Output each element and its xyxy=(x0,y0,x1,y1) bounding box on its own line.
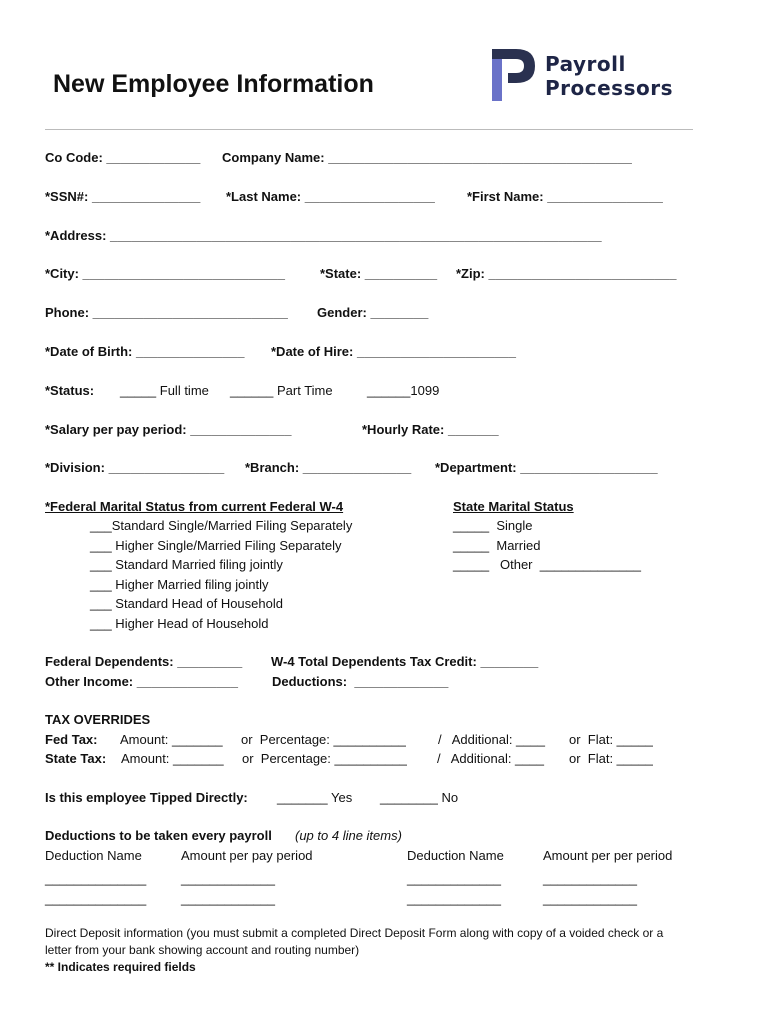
state-tax-additional[interactable]: / Additional: ____ xyxy=(437,751,544,766)
fed-tax-label: Fed Tax: xyxy=(45,732,98,747)
deduction-blank[interactable]: ______________ xyxy=(45,871,147,886)
state-tax-label: State Tax: xyxy=(45,751,107,766)
phone-field[interactable]: Phone: ___________________________ xyxy=(45,305,288,320)
department-field[interactable]: *Department: ___________________ xyxy=(435,460,658,475)
division-field[interactable]: *Division: ________________ xyxy=(45,460,225,475)
tipped-yes[interactable]: _______ Yes xyxy=(277,790,353,805)
tax-overrides-heading: TAX OVERRIDES xyxy=(45,712,151,727)
tipped-no[interactable]: ________ No xyxy=(380,790,459,805)
federal-option[interactable]: ___ Higher Head of Household xyxy=(90,616,269,631)
status-label: *Status: xyxy=(45,383,95,398)
state-marital-heading: State Marital Status xyxy=(453,499,574,514)
fed-tax-flat[interactable]: or Flat: _____ xyxy=(569,732,653,747)
state-option-married[interactable]: _____ Married xyxy=(453,538,541,553)
state-tax-percentage[interactable]: or Percentage: __________ xyxy=(242,751,407,766)
address-field[interactable]: *Address: ____________________________________________________________________ xyxy=(45,228,602,243)
fed-tax-additional[interactable]: / Additional: ____ xyxy=(438,732,545,747)
deduction-name-header: Deduction Name xyxy=(45,848,142,863)
required-fields-note: ** Indicates required fields xyxy=(45,960,196,974)
state-option-single[interactable]: _____ Single xyxy=(453,518,533,533)
state-tax-amount[interactable]: Amount: _______ xyxy=(121,751,224,766)
federal-dependents-field[interactable]: Federal Dependents: _________ xyxy=(45,654,243,669)
fed-tax-amount[interactable]: Amount: _______ xyxy=(120,732,223,747)
salary-field[interactable]: *Salary per pay period: ______________ xyxy=(45,422,292,437)
status-part-time[interactable]: ______ Part Time xyxy=(230,383,333,398)
zip-field[interactable]: *Zip: __________________________ xyxy=(456,266,677,281)
deduction-blank[interactable]: _____________ xyxy=(181,871,275,886)
status-1099[interactable]: ______1099 xyxy=(367,383,440,398)
w4-total-credit-field[interactable]: W-4 Total Dependents Tax Credit: ________ xyxy=(271,654,539,669)
state-tax-flat[interactable]: or Flat: _____ xyxy=(569,751,653,766)
payroll-deductions-heading: Deductions to be taken every payroll xyxy=(45,828,272,843)
last-name-field[interactable]: *Last Name: __________________ xyxy=(226,189,435,204)
date-of-hire-field[interactable]: *Date of Hire: ______________________ xyxy=(271,344,517,359)
state-field[interactable]: *State: __________ xyxy=(320,266,438,281)
company-name-field[interactable]: Company Name: __________________________________________ xyxy=(222,150,632,165)
direct-deposit-note: Direct Deposit information (you must submit a completed Direct Deposit Form along with copy of a voided check or a xyxy=(45,926,664,940)
federal-marital-heading: *Federal Marital Status from current Federal W-4 xyxy=(45,499,344,514)
fed-tax-percentage[interactable]: or Percentage: __________ xyxy=(241,732,406,747)
deduction-blank[interactable]: _____________ xyxy=(181,891,275,906)
co-code-field[interactable]: Co Code: _____________ xyxy=(45,150,201,165)
amount-per-pay-period-header: Amount per pay period xyxy=(181,848,313,863)
direct-deposit-note-cont: letter from your bank showing account and routing number) xyxy=(45,943,360,957)
federal-option[interactable]: ___Standard Single/Married Filing Separately xyxy=(90,518,353,533)
payroll-deductions-note: (up to 4 line items) xyxy=(295,828,402,843)
header-divider xyxy=(45,129,693,130)
city-field[interactable]: *City: ____________________________ xyxy=(45,266,285,281)
deductions-field[interactable]: Deductions: _____________ xyxy=(272,674,449,689)
deduction-blank[interactable]: ______________ xyxy=(45,891,147,906)
first-name-field[interactable]: *First Name: ________________ xyxy=(467,189,663,204)
federal-option[interactable]: ___ Standard Head of Household xyxy=(90,596,283,611)
deduction-blank[interactable]: _____________ xyxy=(543,891,637,906)
hourly-rate-field[interactable]: *Hourly Rate: _______ xyxy=(362,422,499,437)
state-option-other[interactable]: _____ Other ______________ xyxy=(453,557,641,572)
logo-text-payroll: Payroll xyxy=(545,52,626,76)
tipped-question: Is this employee Tipped Directly: xyxy=(45,790,248,805)
federal-option[interactable]: ___ Standard Married filing jointly xyxy=(90,557,283,572)
amount-per-period-header: Amount per per period xyxy=(543,848,673,863)
deduction-blank[interactable]: _____________ xyxy=(407,891,501,906)
federal-option[interactable]: ___ Higher Married filing jointly xyxy=(90,577,269,592)
status-full-time[interactable]: _____ Full time xyxy=(120,383,209,398)
federal-option[interactable]: ___ Higher Single/Married Filing Separately xyxy=(90,538,342,553)
deduction-blank[interactable]: _____________ xyxy=(407,871,501,886)
page-title: New Employee Information xyxy=(53,70,374,98)
ssn-field[interactable]: *SSN#: _______________ xyxy=(45,189,201,204)
deduction-blank[interactable]: _____________ xyxy=(543,871,637,886)
branch-field[interactable]: *Branch: _______________ xyxy=(245,460,412,475)
date-of-birth-field[interactable]: *Date of Birth: _______________ xyxy=(45,344,245,359)
gender-field[interactable]: Gender: ________ xyxy=(317,305,429,320)
logo-text-processors: Processors xyxy=(545,76,673,100)
other-income-field[interactable]: Other Income: ______________ xyxy=(45,674,238,689)
payroll-processors-logo-icon xyxy=(490,45,538,103)
deduction-name-header: Deduction Name xyxy=(407,848,504,863)
